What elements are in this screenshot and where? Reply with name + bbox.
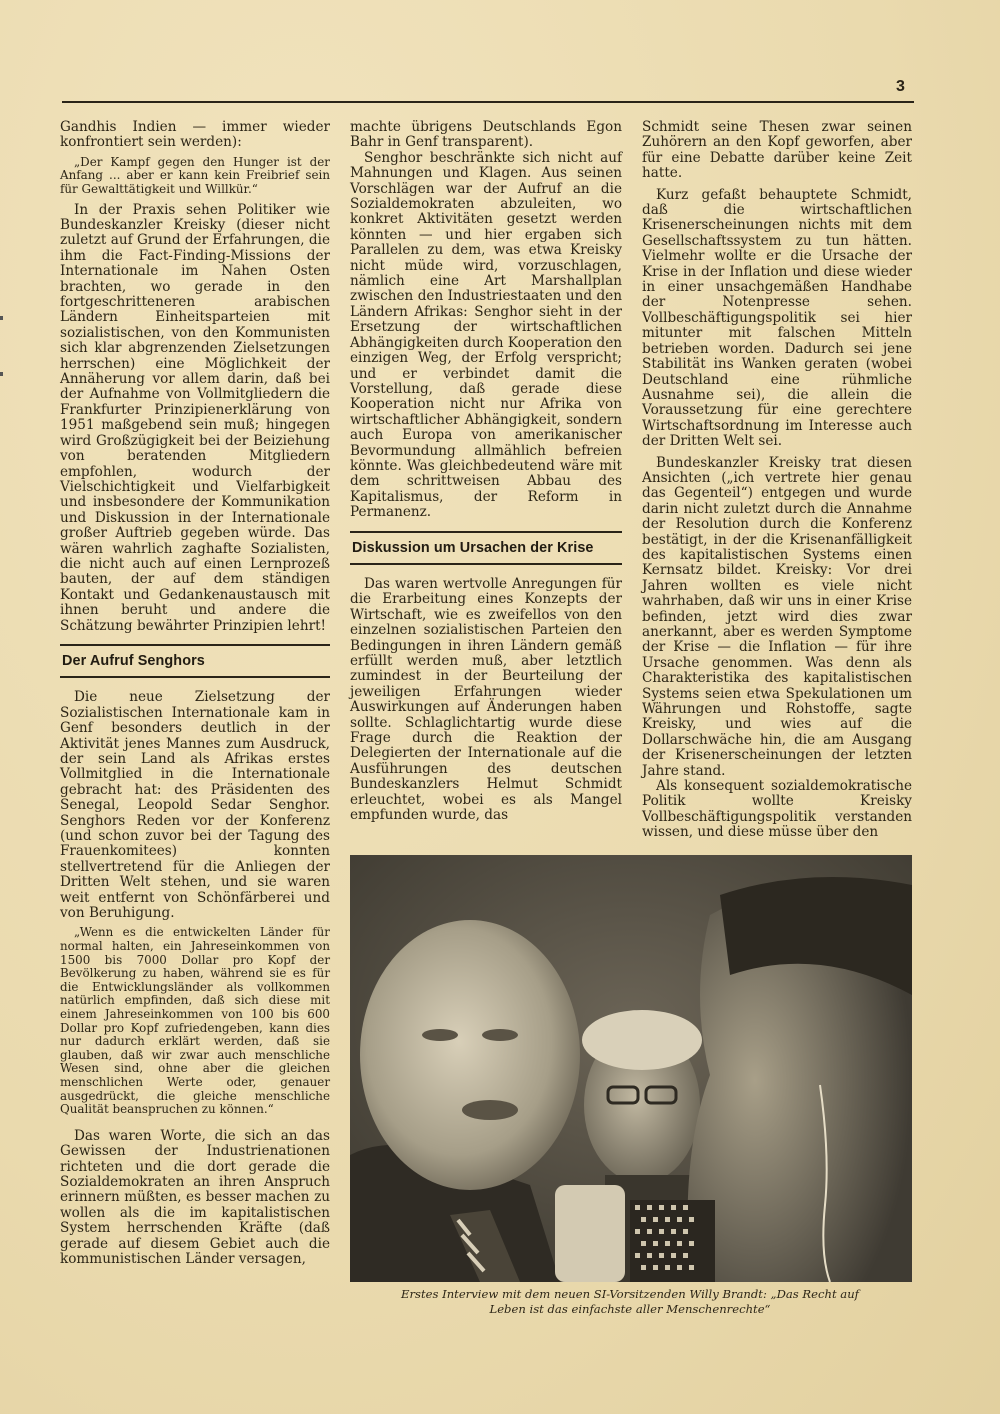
paragraph: Als konsequent sozialdemokratische Politik wollte Kreisky Vollbeschäftigungspolitik verstanden wissen, und diese müsse über den [642,778,912,841]
scan-mark [0,372,3,376]
scan-mark [0,316,3,320]
caption-line: Erstes Interview mit dem neuen SI-Vorsitzenden Willy Brandt: „Das Recht auf [401,1287,859,1301]
page-number: 3 [896,78,905,95]
top-rule [62,101,914,103]
paragraph: Das waren Worte, die sich an das Gewissen der Industrienationen richteten und die dort gerade die Sozialdemokraten an ihren Anspruch erinnern müßten, es besser machen zu wollen als die im kapitalistischen System herrschenden Kräfte (daß gerade auf diesem Gebiet auch die kommunistischen Länder versagen, [60,1127,330,1268]
photo-caption [345,1287,915,1317]
microphone [555,1185,625,1282]
paragraph: Senghor beschränkte sich nicht auf Mahnungen und Klagen. Aus seinen Vorschlägen war der Aufruf an die Sozialdemokraten abzuleiten, wo konkret Aktivitäten gesetzt werden könnten — und hier ergaben sich Parallelen zu dem, was etwa Kreisky nicht müde wird, vorzuschlagen, nämlich eine Art Marshallplan zwischen den Industriestaaten und den Ländern Afrikas: Senghor sieht in der Ersetzung der wirtschaftlichen Abhängigkeiten durch Kooperation den einzigen Weg, der Erfolg verspricht; und er verbindet damit die Vorstellung, daß gerade diese Kooperation nicht nur Afrika von wirtschaftlicher Abhängigkeit, sondern auch Europa von amerikanischer Bevormundung allmählich befreien könnte. Was gleichbedeutend wäre mit dem schrittweisen Abbau des Kapitalismus, der Reform in Permanenz. [350,149,622,521]
section-heading: Der Aufruf Senghors [62,652,205,669]
main-person-face [360,920,580,1190]
paragraph: Kurz gefaßt behauptete Schmidt, daß die wirtschaftlichen Krisenerscheinungen nichts mit dem Gesellschaftssystem zu tun hätten. Vielmehr wollte er die Ursache der Krise in der Inflation und diese wieder in einer unsachgemäßen Handhabe der Notenpresse sehen. Vollbeschäftigungspolitik sei hier mitunter mit falschen Mitteln betrieben worden. Dadurch sei jene Stabilität ins Wanken geraten (wobei Deutschland eine rühmliche Ausnahme sei), die allein die Voraussetzung für eine gerechtere Wirtschaftsordnung im Interesse auch der Dritten Welt sei. [642,186,912,450]
section-heading: Diskussion um Ursachen der Krise [352,539,594,556]
section-heading-block [350,531,622,565]
paragraph: Die neue Zielsetzung der Sozialistischen Internationale kam in Genf besonders deutlich in der Aktivität jenes Mannes zum Ausdruck, der sein Land als Afrikas erstes Vollmitglied in die Internationale gebracht hat: des Präsidenten des Senegal, Leopold Sedar Senghor. Senghors Reden vor der Konferenz (und schon zuvor bei der Tagung des Frauenkomitees) konnten stellvertretend für die Anliegen der Dritten Welt stehen, und sie waren weit entfernt von Schönfärberei und von Beruhigung. [60,689,330,922]
heading-rule [350,563,622,565]
paragraph: Bundeskanzler Kreisky trat diesen Ansichten („ich vertrete hier genau das Gegenteil“) entgegen und wurde darin nicht zuletzt durch die Annahme der Resolution durch die Konferenz bestätigt, in der die Krisenanfälligkeit des kapitalistischen Systems einen Kernsatz bildet. Kreisky: Vor drei Jahren wollten es viele nicht wahrhaben, daß wir uns in einer Krise befinden, jetzt wird dies zwar anerkannt, aber es werden Symptome der Krise — die Inflation — für ihre Ursache genommen. Was denn als Charakteristika des kapitalistischen Systems seien etwa Spekulationen um Währungen und Rohstoffe, sagte Kreisky, und wies auf die Dollarschwäche hin, die am Ausgang der Krisenerscheinungen der letzten Jahre stand. [642,454,912,779]
paragraph: machte übrigens Deutschlands Egon Bahr in Genf transparent). [350,119,622,151]
photo-illustration [350,855,912,1282]
press-photo [350,855,912,1282]
column-2 [350,120,622,823]
column-3 [642,120,912,841]
heading-rule [60,676,330,678]
section-heading-block [60,644,330,678]
quote: „Wenn es die entwickelten Länder für normal halten, ein Jahreseinkommen von 1500 bis 7000 Dollar pro Kopf der Bevölkerung zu haben, während sie es für die Entwicklungsländer als vollkommen natürlich empfinden, daß sich diese mit einem Jahreseinkommen von 100 bis 600 Dollar pro Kopf zufriedengeben, kann dies nur dadurch erklärt werden, daß sie glauben, daß wir zwar auch menschliche Wesen sind, ohne aber die gleichen menschlichen Werte oder, genauer ausgedrückt, die gleiche menschliche Qualität beanspruchen zu können.“ [60,925,330,1117]
column-1 [60,120,330,1267]
quote: „Der Kampf gegen den Hunger ist der Anfang ... aber er kann kein Freibrief sein für Gewalttätigkeit und Willkür.“ [60,154,330,196]
caption-line: Leben ist das einfachste aller Menschenrechte“ [489,1302,771,1316]
paragraph: In der Praxis sehen Politiker wie Bundeskanzler Kreisky (dieser nicht zuletzt auf Grund der Erfahrungen, die ihm die Fact-Finding-Missions der Internationale im Nahen Osten brachten, wo gerade in den fortgeschritteneren arabischen Ländern Einheitsparteien mit sozialistischen, von den Kommunisten sich klar abgrenzenden Zielsetzungen herrschen) eine Möglichkeit der Annäherung vor allem darin, daß bei der Aufnahme von Vollmitgliedern die Frankfurter Prinzipienerklärung von 1951 maßgebend sein muß; hingegen wird Großzügigkeit bei der Beiziehung von beratenden Mitgliedern empfohlen, wodurch der Vielschichtigkeit und Vielfarbigkeit und insbesondere der Kommunikation und Diskussion in der Internationale großer Auftrieb gegeben würde. Das wären wahrlich zaghafte Sozialisten, die nicht auch auf einen Lernprozeß bauten, der auf dem ständigen Kontakt und Gedankenaustausch mit ihnen beruht und andere die Schätzung bewährter Prinzipien lehrt! [60,201,330,634]
paragraph: Das waren wertvolle Anregungen für die Erarbeitung eines Konzepts der Wirtschaft, wie es zweifellos von den einzelnen sozialistischen Parteien den Bedingungen in ihren Ländern gemäß erfüllt werden muß, aber letztlich zumindest in der Beurteilung der jeweiligen Erfahrungen wieder Auswirkungen auf Änderungen haben sollte. Schlaglichtartig wurde diese Frage durch die Reaktion der Delegierten der Internationale auf die Ausführungen des deutschen Bundeskanzlers Helmut Schmidt erleuchtet, wobei es als Mangel empfunden wurde, das [350,575,622,824]
paragraph: Schmidt seine Thesen zwar seinen Zuhörern an den Kopf geworfen, aber für eine Debatte darüber keine Zeit hatte. [642,119,912,182]
paragraph: Gandhis Indien — immer wieder konfrontiert sein werden): [60,119,330,151]
